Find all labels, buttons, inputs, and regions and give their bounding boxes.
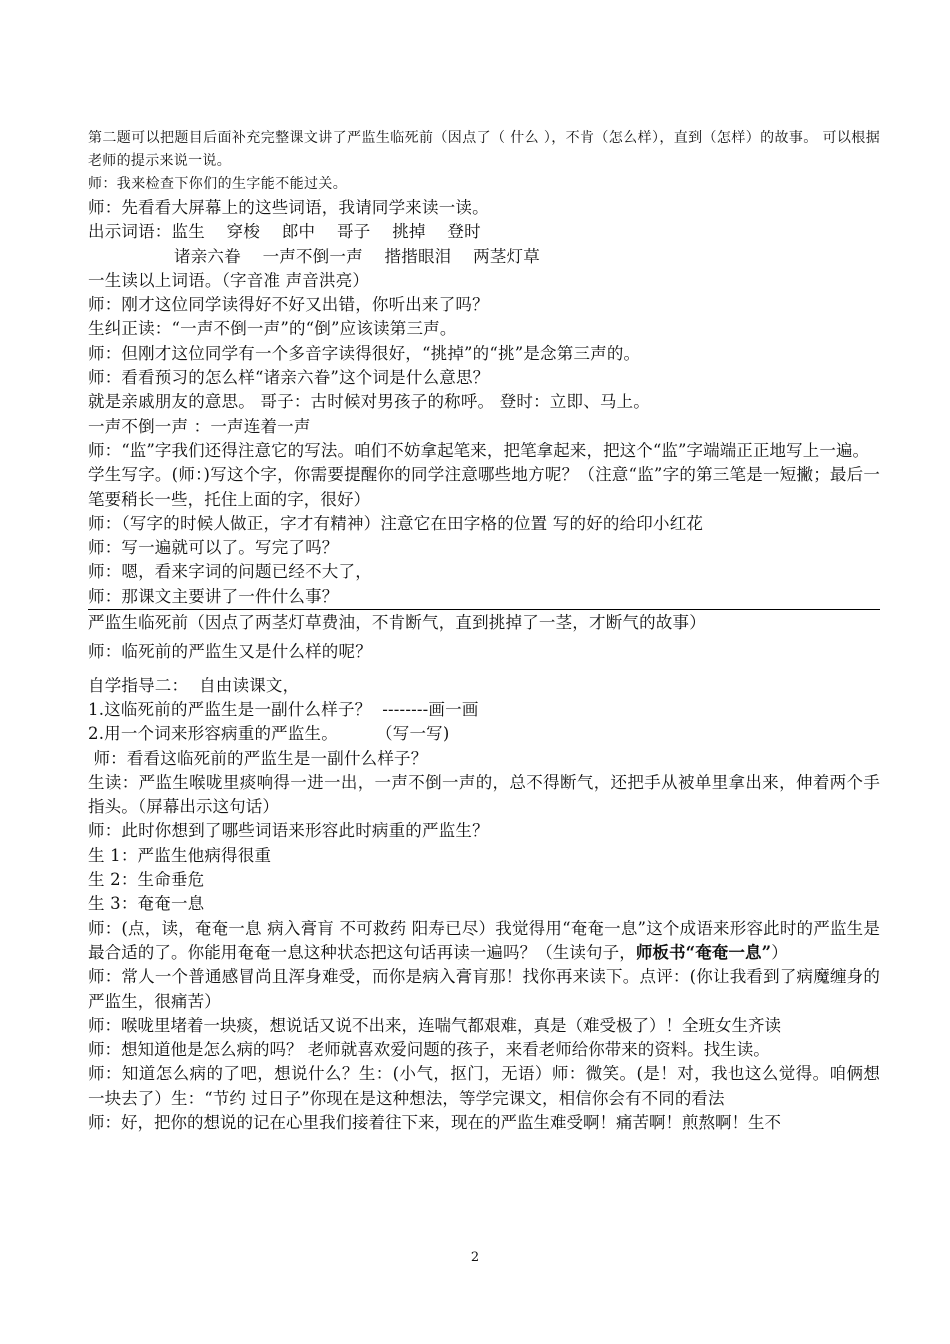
paragraph: 生 1：严监生他病得很重 xyxy=(88,845,272,865)
paragraph: 师：我来检查下你们的生字能不能过关。 xyxy=(88,176,348,192)
page-number: 2 xyxy=(470,1250,480,1265)
paragraph: 1.这临死前的严监生是一副什么样子？ --------画一画 xyxy=(88,699,479,719)
paragraph: 自学指导二： 自由读课文， xyxy=(88,675,300,695)
paragraph: 师：刚才这位同学读得好不好又出错，你听出来了吗？ xyxy=(88,295,489,315)
paragraph: 师：此时你想到了哪些词语来形容此时病重的严监生？ xyxy=(88,821,489,841)
paragraph: 2.用一个词来形容病重的严监生。 （写一写) xyxy=(88,724,450,744)
paragraph: 生 3：奄奄一息 xyxy=(88,894,205,914)
paragraph-with-rule: 师：那课文主要讲了一件什么事？ xyxy=(88,585,880,610)
paragraph: 一生读以上词语。（字音准 声音洪亮） xyxy=(88,270,370,290)
paragraph: 师：常人一个普通感冒尚且浑身难受，而你是病入膏肓那！找你再来读下。点评：(你让我看到了病魔缠身的严监生，很痛苦） xyxy=(88,967,880,1011)
document-body xyxy=(88,127,880,1135)
paragraph: 师：好，把你的想说的记在心里我们接着往下来，现在的严监生难受啊！痛苦啊！煎熬啊！生不 xyxy=(88,1112,781,1132)
paragraph-text: 师：(点，读，奄奄一息 病入膏肓 不可救药 阳寿已尽）我觉得用“奄奄一息”这个成语来形容此时的严监生是最合适的了。你能用奄奄一息这种状态把这句话再读一遍吗？（生读句子， xyxy=(88,918,880,962)
paragraph: 师：想知道他是怎么病的吗？ 老师就喜欢爱问题的孩子，来看老师给你带来的资料。找生读。 xyxy=(88,1040,770,1060)
paragraph: 师：嗯，看来字词的问题已经不大了， xyxy=(88,562,372,582)
paragraph: 第二题可以把题目后面补充完整课文讲了严监生临死前（因点了（ 什么 ），不肯（怎么样），直到（怎样）的故事。 可以根据老师的提示来说一说。 xyxy=(88,130,880,169)
paragraph: 师：“监”字我们还得注意它的写法。咱们不妨拿起笔来，把笔拿起来，把这个“监”字端端正正地写上一遍。 xyxy=(88,440,870,460)
paragraph: 师：但刚才这位同学有一个多音字读得很好，“挑掉”的“挑”是念第三声的。 xyxy=(88,343,641,363)
paragraph: 严监生临死前（因点了两茎灯草费油，不肯断气，直到挑掉了一茎，才断气的故事） xyxy=(88,613,706,633)
spacer xyxy=(88,665,880,674)
paragraph: 师：看看这临死前的严监生是一副什么样子？ xyxy=(88,748,428,768)
paragraph: 学生写字。(师：)写这个字，你需要提醒你的同学注意哪些地方呢？（注意“监”字的第三笔是一短撇；最后一笔要稍长一些，托住上面的字，很好） xyxy=(88,465,880,509)
paragraph: 师：（写字的时候人做正，字才有精神）注意它在田字格的位置 写的好的给印小红花 xyxy=(88,513,704,533)
paragraph: 生 2：生命垂危 xyxy=(88,870,205,890)
paragraph: 师：写一遍就可以了。写完了吗？ xyxy=(88,538,339,558)
paragraph: 师：知道怎么病的了吧，想说什么？生：(小气，抠门，无语）师：微笑。(是！对，我也这么觉得。咱俩想一块去了）生：“节约 过日子”你现在是这种想法，等学完课文，相信你会有不同的看法 xyxy=(88,1064,880,1108)
paragraph: 师：喉咙里堵着一块痰，想说话又说不出来，连喘气都艰难，真是（难受极了）！全班女生齐读 xyxy=(88,1015,781,1035)
paragraph: 就是亲戚朋友的意思。 哥子：古时候对男孩子的称呼。 登时：立即、马上。 xyxy=(88,392,650,412)
word-list: 诸亲六眷 一声不倒一声 揩揩眼泪 两茎灯草 xyxy=(174,246,540,266)
paragraph: 师：先看看大屏幕上的这些词语，我请同学来读一读。 xyxy=(88,198,489,217)
paragraph: 师：临死前的严监生又是什么样的呢？ xyxy=(88,642,372,662)
paragraph xyxy=(88,917,880,966)
bold-text: 师板书“奄奄一息” xyxy=(635,942,772,962)
word-list: 出示词语：监生 穿梭 郎中 哥子 挑掉 登时 xyxy=(88,222,481,242)
paragraph-text: ） xyxy=(771,942,788,962)
paragraph: 师：看看预习的怎么样“诸亲六眷”这个词是什么意思？ xyxy=(88,368,490,388)
paragraph: 生纠正读：“一声不倒一声”的“倒”应该读第三声。 xyxy=(88,319,457,339)
paragraph: 一声不倒一声 ：一声连着一声 xyxy=(88,416,311,436)
paragraph: 生读：严监生喉咙里痰响得一进一出，一声不倒一声的，总不得断气，还把手从被单里拿出来，伸着两个手指头。（屏幕出示这句话） xyxy=(88,772,880,817)
